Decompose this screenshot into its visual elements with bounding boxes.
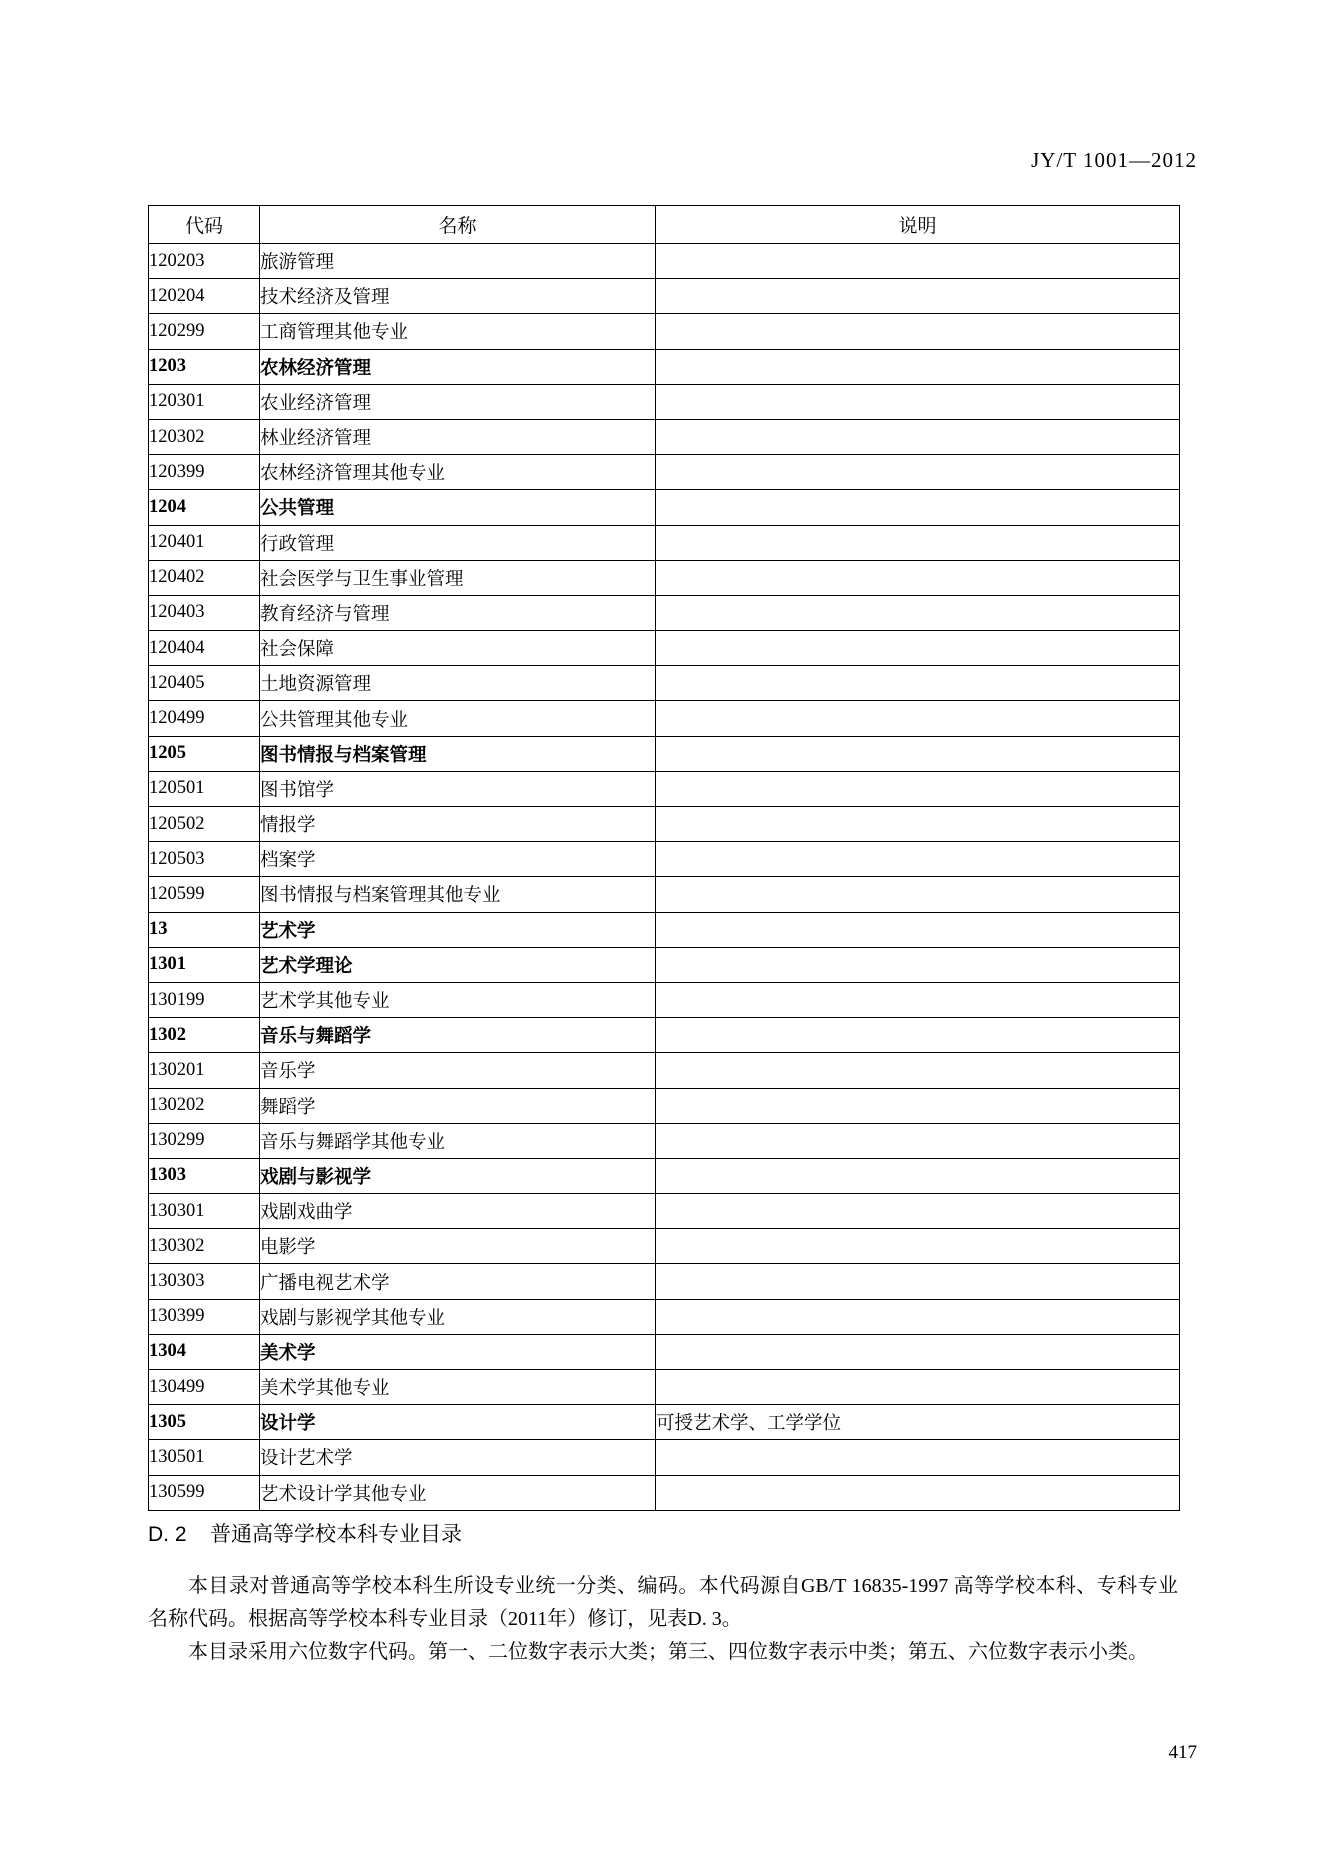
cell-name: 农林经济管理其他专业 (260, 455, 656, 490)
cell-description (656, 982, 1180, 1017)
cell-code: 130299 (149, 1123, 260, 1158)
cell-code: 120401 (149, 525, 260, 560)
cell-code: 120299 (149, 314, 260, 349)
table-header-row (149, 206, 1180, 244)
cell-name: 档案学 (260, 842, 656, 877)
cell-code: 130303 (149, 1264, 260, 1299)
cell-description (656, 947, 1180, 982)
cell-code: 120502 (149, 807, 260, 842)
table-row (149, 912, 1180, 947)
cell-code: 1305 (149, 1405, 260, 1440)
cell-name: 艺术学 (260, 912, 656, 947)
cell-code: 130199 (149, 982, 260, 1017)
cell-description (656, 1299, 1180, 1334)
cell-name: 艺术设计学其他专业 (260, 1475, 656, 1510)
cell-code: 1302 (149, 1018, 260, 1053)
cell-code: 1205 (149, 736, 260, 771)
cell-name: 社会保障 (260, 631, 656, 666)
cell-code: 130301 (149, 1194, 260, 1229)
table-row (149, 1440, 1180, 1475)
cell-code: 1303 (149, 1158, 260, 1193)
cell-name: 舞蹈学 (260, 1088, 656, 1123)
cell-name: 图书情报与档案管理其他专业 (260, 877, 656, 912)
column-header-code: 代码 (149, 206, 260, 244)
cell-code: 130499 (149, 1370, 260, 1405)
cell-description (656, 1088, 1180, 1123)
cell-description (656, 807, 1180, 842)
cell-description (656, 912, 1180, 947)
table-row (149, 982, 1180, 1017)
table-row (149, 1229, 1180, 1264)
cell-code: 120404 (149, 631, 260, 666)
paragraph-2: 本目录采用六位数字代码。第一、二位数字表示大类；第三、四位数字表示中类；第五、六位数字表示小类。 (188, 1641, 1148, 1663)
column-header-description: 说明 (656, 206, 1180, 244)
section-number: D. 2 (148, 1523, 187, 1546)
cell-name: 艺术学理论 (260, 947, 656, 982)
cell-code: 120501 (149, 771, 260, 806)
cell-code: 120599 (149, 877, 260, 912)
cell-description (656, 877, 1180, 912)
cell-description (656, 1123, 1180, 1158)
cell-description (656, 560, 1180, 595)
cell-name: 音乐与舞蹈学其他专业 (260, 1123, 656, 1158)
cell-description (656, 244, 1180, 279)
cell-description (656, 1370, 1180, 1405)
cell-description (656, 1475, 1180, 1510)
cell-description (656, 455, 1180, 490)
cell-name: 公共管理 (260, 490, 656, 525)
cell-name: 艺术学其他专业 (260, 982, 656, 1017)
cell-description (656, 1018, 1180, 1053)
cell-name: 设计学 (260, 1405, 656, 1440)
cell-description (656, 314, 1180, 349)
table-row (149, 419, 1180, 454)
cell-name: 音乐学 (260, 1053, 656, 1088)
cell-code: 130599 (149, 1475, 260, 1510)
cell-description (656, 631, 1180, 666)
cell-code: 120301 (149, 384, 260, 419)
cell-description (656, 349, 1180, 384)
cell-name: 图书馆学 (260, 771, 656, 806)
table-row (149, 1475, 1180, 1510)
cell-description (656, 1158, 1180, 1193)
table-row (149, 1123, 1180, 1158)
cell-code: 120399 (149, 455, 260, 490)
table-row (149, 736, 1180, 771)
cell-description (656, 595, 1180, 630)
cell-description: 可授艺术学、工学学位 (656, 1405, 1180, 1440)
cell-description (656, 1264, 1180, 1299)
table-row (149, 560, 1180, 595)
cell-name: 土地资源管理 (260, 666, 656, 701)
cell-description (656, 419, 1180, 454)
cell-description (656, 1229, 1180, 1264)
section-title: 普通高等学校本科专业目录 (210, 1523, 462, 1546)
cell-code: 1301 (149, 947, 260, 982)
cell-code: 120402 (149, 560, 260, 595)
cell-name: 公共管理其他专业 (260, 701, 656, 736)
cell-code: 13 (149, 912, 260, 947)
table-row (149, 666, 1180, 701)
cell-name: 技术经济及管理 (260, 279, 656, 314)
cell-name: 美术学 (260, 1334, 656, 1369)
column-header-name: 名称 (260, 206, 656, 244)
cell-name: 广播电视艺术学 (260, 1264, 656, 1299)
cell-name: 行政管理 (260, 525, 656, 560)
cell-description (656, 490, 1180, 525)
table-row (149, 455, 1180, 490)
table-row (149, 349, 1180, 384)
table-row (149, 1088, 1180, 1123)
table-row (149, 631, 1180, 666)
cell-description (656, 842, 1180, 877)
cell-description (656, 525, 1180, 560)
table-row (149, 1334, 1180, 1369)
cell-name: 情报学 (260, 807, 656, 842)
page-number: 417 (1168, 1742, 1197, 1763)
cell-code: 1204 (149, 490, 260, 525)
cell-description (656, 1053, 1180, 1088)
cell-name: 戏剧与影视学 (260, 1158, 656, 1193)
cell-code: 130399 (149, 1299, 260, 1334)
cell-name: 旅游管理 (260, 244, 656, 279)
table-row (149, 595, 1180, 630)
cell-code: 130202 (149, 1088, 260, 1123)
cell-name: 美术学其他专业 (260, 1370, 656, 1405)
table-row (149, 244, 1180, 279)
section-body (148, 1570, 1178, 1669)
table-row (149, 1053, 1180, 1088)
cell-code: 130302 (149, 1229, 260, 1264)
table-row (149, 1264, 1180, 1299)
table-row (149, 279, 1180, 314)
cell-description (656, 666, 1180, 701)
table-row (149, 842, 1180, 877)
table-row (149, 525, 1180, 560)
cell-name: 林业经济管理 (260, 419, 656, 454)
table-header (149, 206, 1180, 244)
cell-code: 120204 (149, 279, 260, 314)
cell-name: 农林经济管理 (260, 349, 656, 384)
cell-code: 1203 (149, 349, 260, 384)
cell-code: 120503 (149, 842, 260, 877)
cell-name: 设计艺术学 (260, 1440, 656, 1475)
section-heading (148, 1518, 462, 1548)
paragraph-1: 本目录对普通高等学校本科生所设专业统一分类、编码。本代码源自GB/T 16835-1997 高等学校本科、专科专业名称代码。根据高等学校本科专业目录（2011年）修订，见表D. 3。 (148, 1575, 1178, 1630)
cell-code: 120302 (149, 419, 260, 454)
cell-name: 音乐与舞蹈学 (260, 1018, 656, 1053)
cell-description (656, 1334, 1180, 1369)
table-body (149, 244, 1180, 1511)
table-row (149, 1194, 1180, 1229)
catalog-table-container (148, 205, 1176, 1511)
cell-code: 130501 (149, 1440, 260, 1475)
cell-name: 农业经济管理 (260, 384, 656, 419)
table-row (149, 490, 1180, 525)
cell-code: 120405 (149, 666, 260, 701)
table-row (149, 1299, 1180, 1334)
table-row (149, 947, 1180, 982)
cell-code: 120203 (149, 244, 260, 279)
cell-description (656, 384, 1180, 419)
table-row (149, 701, 1180, 736)
cell-description (656, 701, 1180, 736)
table-row (149, 384, 1180, 419)
cell-code: 130201 (149, 1053, 260, 1088)
table-row (149, 314, 1180, 349)
table-row (149, 877, 1180, 912)
cell-name: 戏剧戏曲学 (260, 1194, 656, 1229)
standard-code-header: JY/T 1001—2012 (1031, 148, 1197, 172)
table-row (149, 1370, 1180, 1405)
cell-name: 教育经济与管理 (260, 595, 656, 630)
cell-code: 1304 (149, 1334, 260, 1369)
catalog-table (148, 205, 1180, 1511)
table-row (149, 1158, 1180, 1193)
cell-description (656, 771, 1180, 806)
cell-code: 120499 (149, 701, 260, 736)
cell-code: 120403 (149, 595, 260, 630)
cell-name: 戏剧与影视学其他专业 (260, 1299, 656, 1334)
cell-description (656, 736, 1180, 771)
cell-name: 图书情报与档案管理 (260, 736, 656, 771)
table-row (149, 807, 1180, 842)
cell-description (656, 279, 1180, 314)
table-row (149, 771, 1180, 806)
cell-name: 电影学 (260, 1229, 656, 1264)
table-row (149, 1018, 1180, 1053)
table-row (149, 1405, 1180, 1440)
cell-name: 社会医学与卫生事业管理 (260, 560, 656, 595)
cell-name: 工商管理其他专业 (260, 314, 656, 349)
cell-description (656, 1194, 1180, 1229)
cell-description (656, 1440, 1180, 1475)
